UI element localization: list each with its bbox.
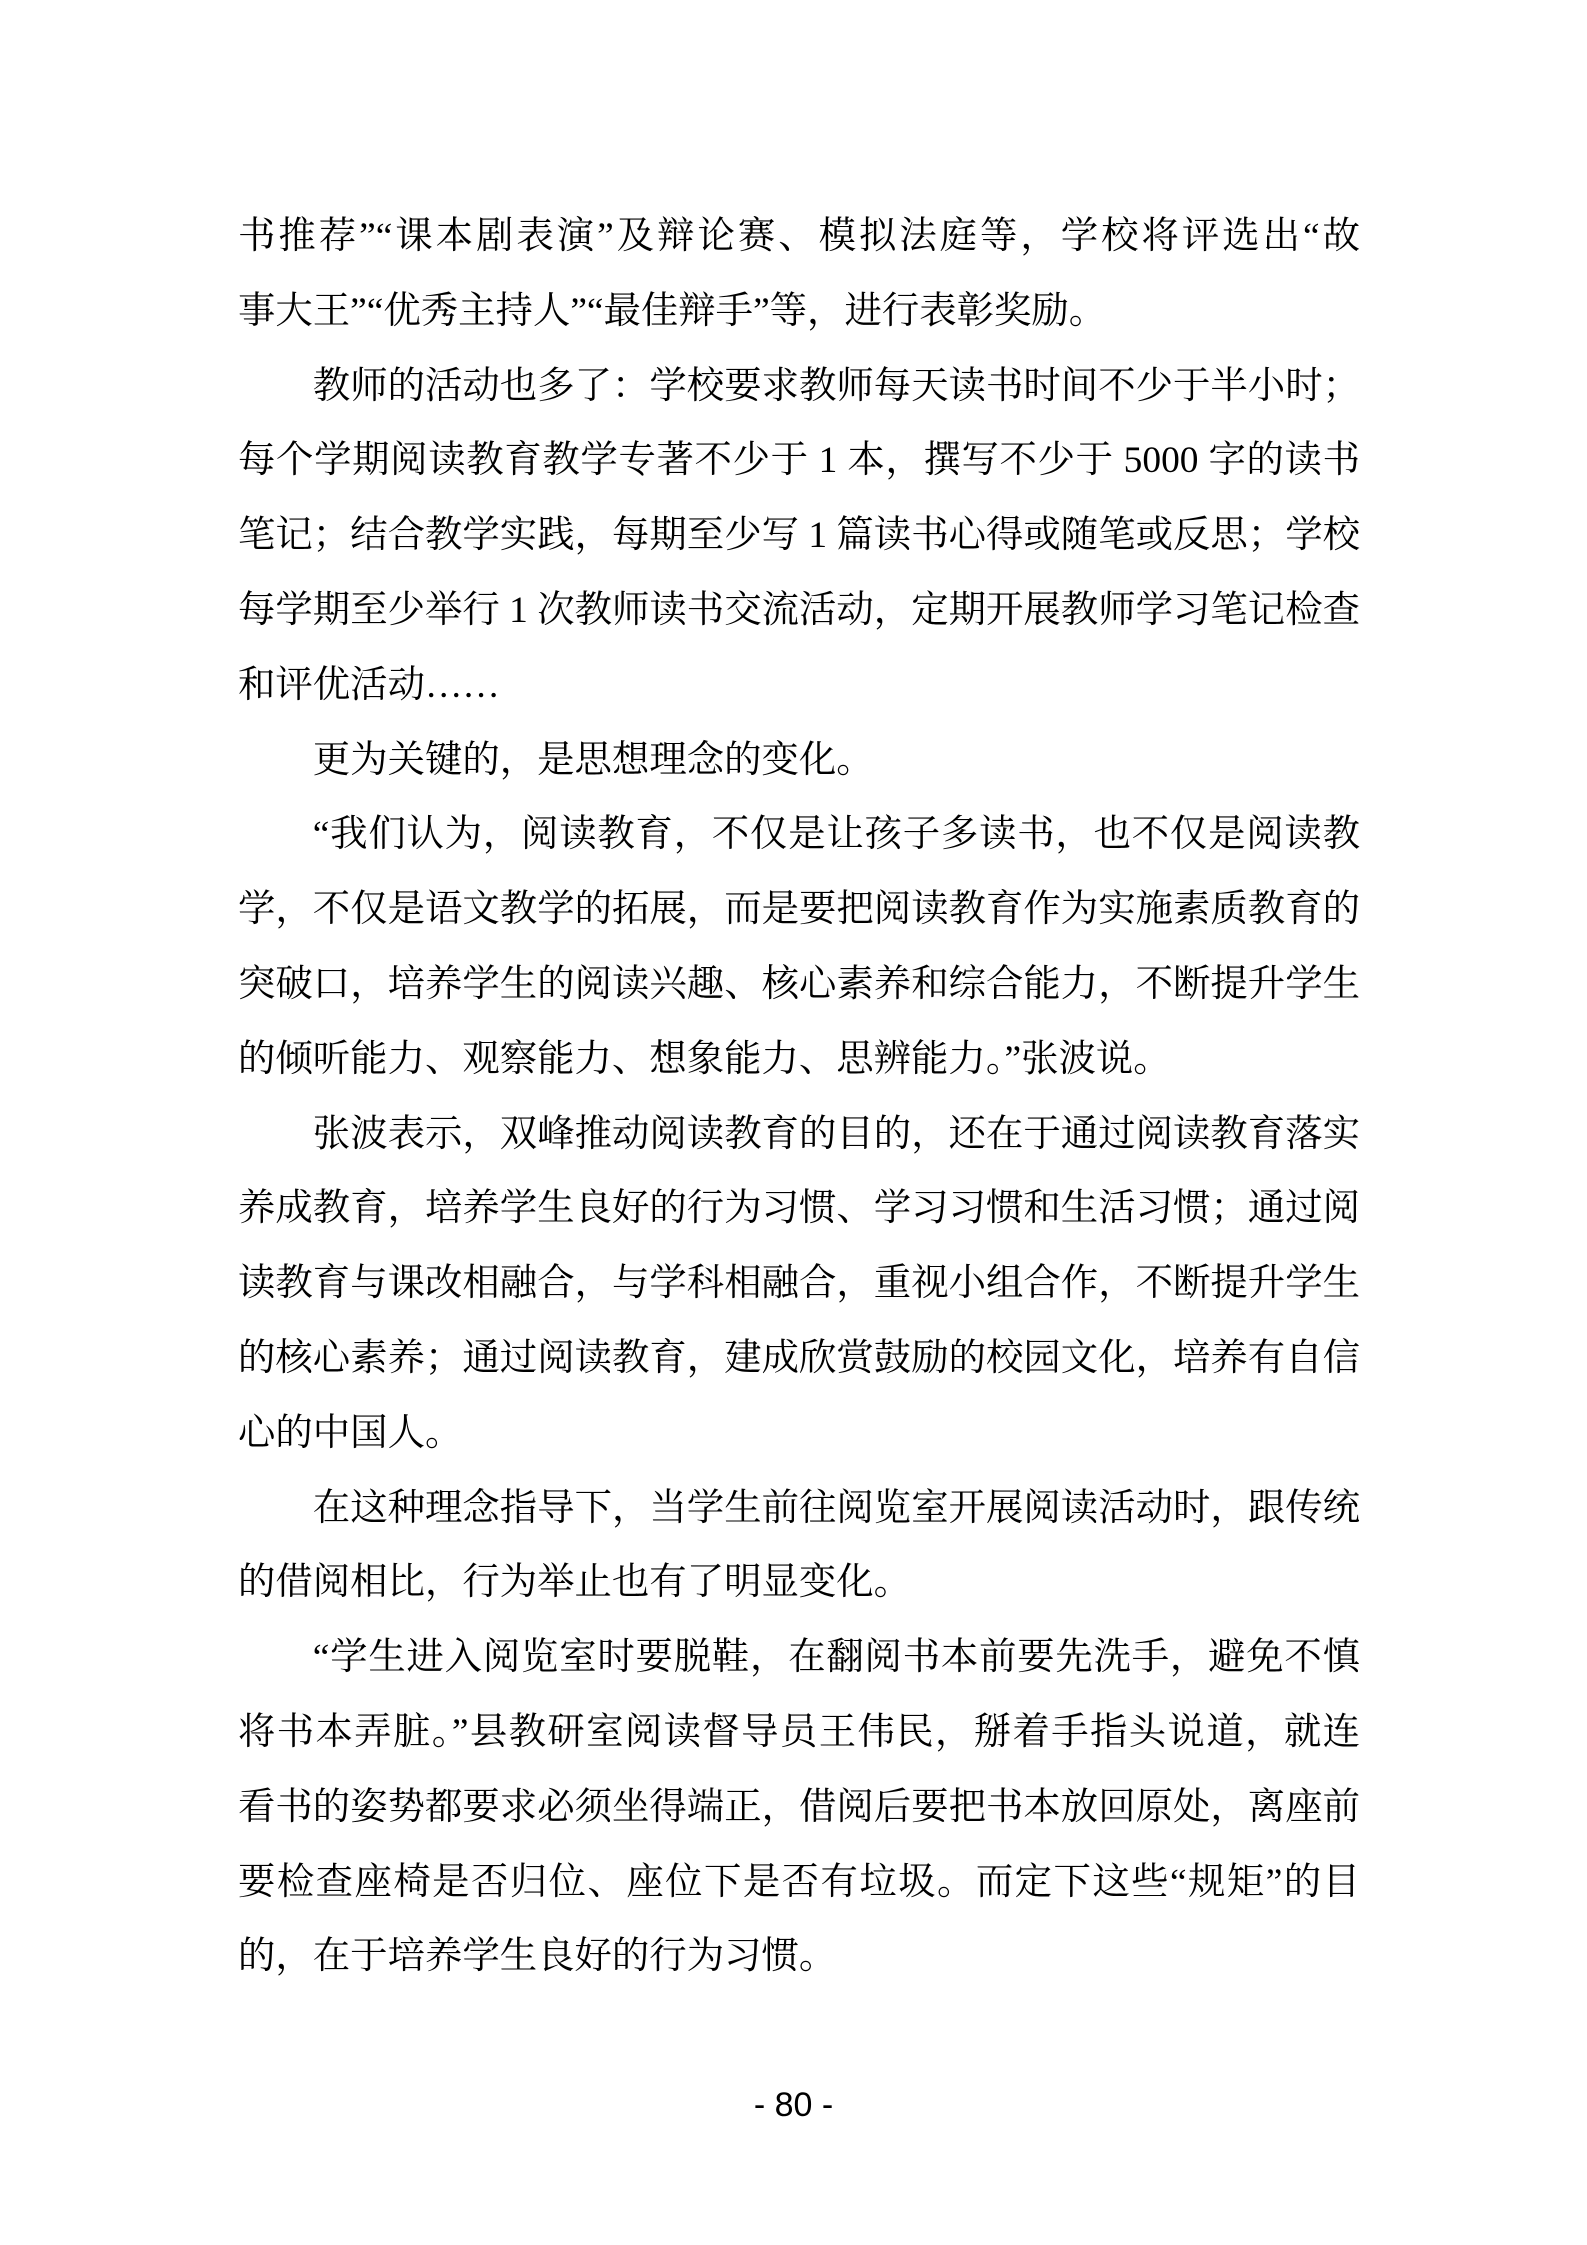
text-line: 每学期至少举行 1 次教师读书交流活动，定期开展教师学习笔记检查 bbox=[238, 589, 1360, 631]
text-line: 看书的姿势都要求必须坐得端正，借阅后要把书本放回原处，离座前 bbox=[238, 1786, 1360, 1828]
text-line: 事大王”“优秀主持人”“最佳辩手”等，进行表彰奖励。 bbox=[238, 290, 1107, 332]
text-line: 张波表示，双峰推动阅读教育的目的，还在于通过阅读教育落实 bbox=[312, 1113, 1360, 1155]
text-line: 心的中国人。 bbox=[238, 1412, 463, 1454]
paragraph bbox=[238, 798, 1360, 1097]
text-line: 更为关键的，是思想理念的变化。 bbox=[312, 739, 874, 781]
text-line: 突破口，培养学生的阅读兴趣、核心素养和综合能力，不断提升学生 bbox=[238, 963, 1360, 1005]
paragraph bbox=[238, 1621, 1360, 1995]
text-line: 每个学期阅读教育教学专著不少于 1 本，撰写不少于 5000 字的读书 bbox=[238, 440, 1360, 482]
text-line: 读教育与课改相融合，与学科相融合，重视小组合作，不断提升学生 bbox=[238, 1263, 1360, 1305]
text-line: 教师的活动也多了：学校要求教师每天读书时间不少于半小时； bbox=[312, 365, 1360, 407]
paragraph bbox=[238, 1472, 1360, 1622]
text-line: 的核心素养；通过阅读教育，建成欣赏鼓励的校园文化，培养有自信 bbox=[238, 1337, 1360, 1379]
text-line: 的借阅相比，行为举止也有了明显变化。 bbox=[238, 1562, 912, 1604]
document-body bbox=[238, 200, 1360, 1995]
paragraph bbox=[238, 1098, 1360, 1472]
text-line: 在这种理念指导下，当学生前往阅览室开展阅读活动时，跟传统 bbox=[312, 1487, 1360, 1529]
text-line: 的，在于培养学生良好的行为习惯。 bbox=[238, 1936, 837, 1978]
text-line: “学生进入阅览室时要脱鞋，在翻阅书本前要先洗手，避免不慎 bbox=[312, 1637, 1360, 1679]
text-line: 养成教育，培养学生良好的行为习惯、学习习惯和生活习惯；通过阅 bbox=[238, 1188, 1360, 1230]
text-line: 书推荐”“课本剧表演”及辩论赛、模拟法庭等，学校将评选出“故 bbox=[238, 216, 1360, 257]
paragraph bbox=[238, 200, 1360, 350]
text-line: 学，不仅是语文教学的拓展，而是要把阅读教育作为实施素质教育的 bbox=[238, 889, 1360, 931]
text-line: 的倾听能力、观察能力、想象能力、思辨能力。”张波说。 bbox=[238, 1038, 1171, 1080]
paragraph bbox=[238, 350, 1360, 724]
text-line: 和评优活动…… bbox=[238, 664, 500, 706]
page-number: - 80 - bbox=[753, 2086, 834, 2124]
text-line: “我们认为，阅读教育，不仅是让孩子多读书，也不仅是阅读教 bbox=[312, 814, 1360, 856]
paragraph bbox=[238, 724, 1360, 799]
text-line: 要检查座椅是否归位、座位下是否有垃圾。而定下这些“规矩”的目 bbox=[238, 1861, 1360, 1903]
text-line: 将书本弄脏。”县教研室阅读督导员王伟民，掰着手指头说道，就连 bbox=[238, 1711, 1360, 1753]
text-line: 笔记；结合教学实践，每期至少写 1 篇读书心得或随笔或反思；学校 bbox=[238, 515, 1360, 557]
